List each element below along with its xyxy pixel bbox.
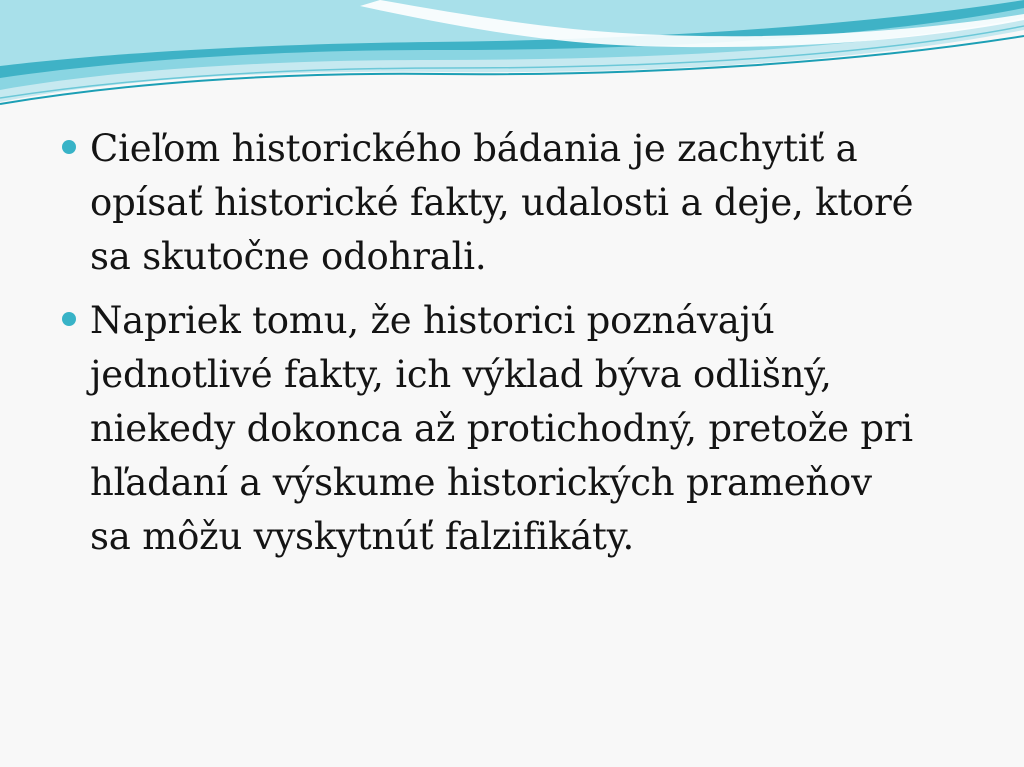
header-wave-decoration [0,0,1024,120]
bullet-item [62,122,982,284]
bullet-line: Cieľom historického bádania je zachytiť a [90,127,858,170]
slide-content [62,122,982,574]
bullet-line: sa skutočne odohrali. [90,235,487,278]
bullet-line: jednotlivé fakty, ich výklad býva odlišný, [90,353,832,396]
bullet-line: sa môžu vyskytnúť falzifikáty. [90,515,635,558]
bullet-line: Napriek tomu, že historici poznávajú [90,299,775,342]
bullet-dot-icon [62,140,76,154]
bullet-line: hľadaní a výskume historických prameňov [90,461,872,504]
bullet-line: niekedy dokonca až protichodný, pretože pri [90,407,913,450]
bullet-line: opísať historické fakty, udalosti a deje, ktoré [90,181,914,224]
bullet-item [62,294,982,564]
bullet-dot-icon [62,312,76,326]
